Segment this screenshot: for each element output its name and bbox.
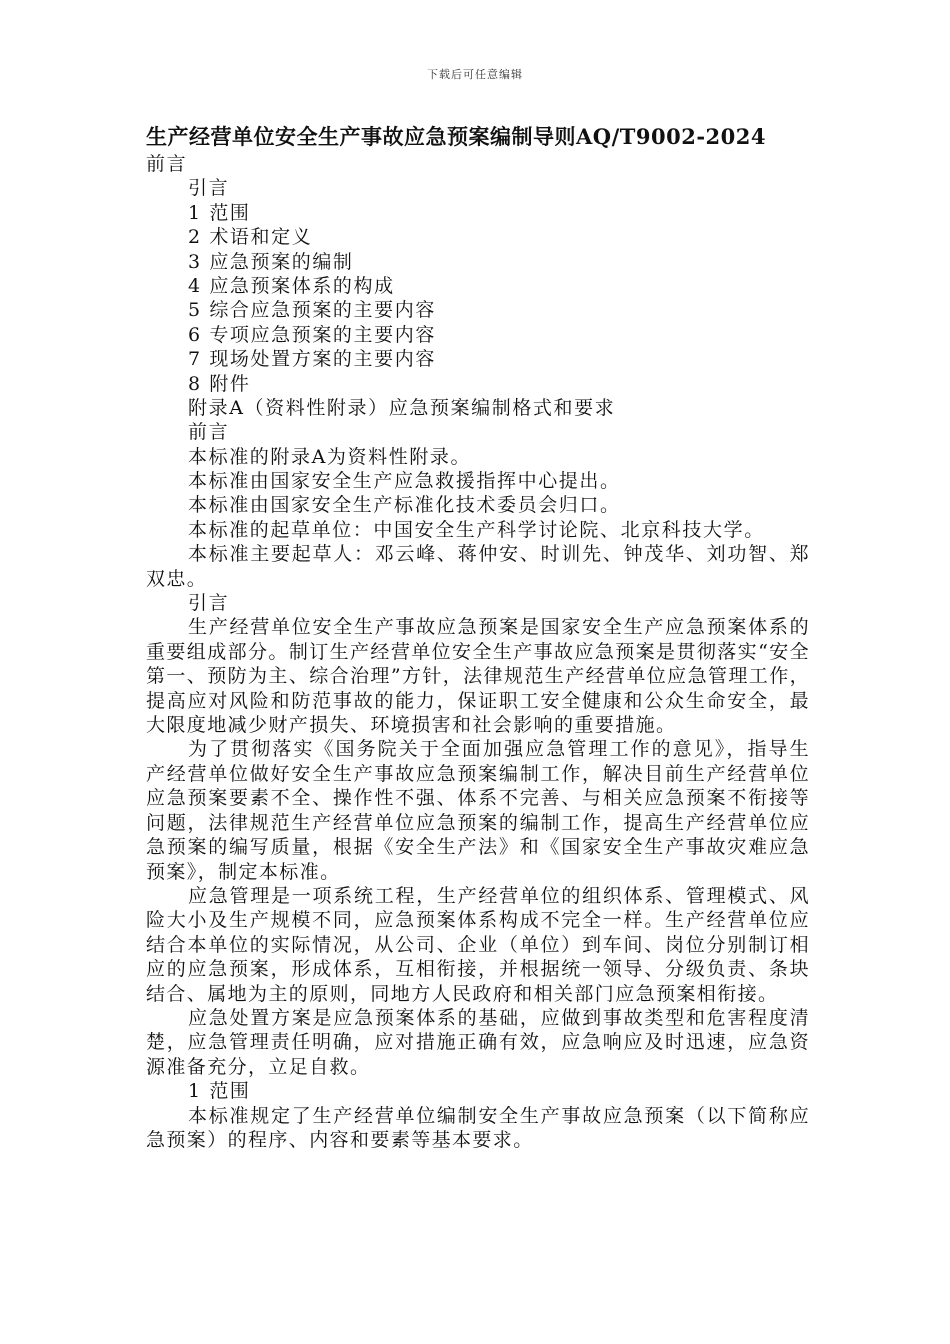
toc-item: 1 范围 [188,201,251,224]
toc-item: 7 现场处置方案的主要内容 [188,348,436,371]
toc-item: 3 应急预案的编制 [188,250,354,273]
toc-item: 2 术语和定义 [188,226,313,249]
toc-heading: 前言 [146,153,188,175]
toc-item: 附录A（资料性附录）应急预案编制格式和要求 [188,396,616,419]
scope-paragraph: 本标准规定了生产经营单位编制安全生产事故应急预案（以下简称应急预案）的程序、内容和要素等基本要求。 [146,1104,810,1151]
toc-item: 4 应急预案体系的构成 [188,274,395,297]
introduction-paragraph: 为了贯彻落实《国务院关于全面加强应急管理工作的意见》，指导生产经营单位做好安全生产事故应急预案编制工作，解决目前生产经营单位应急预案要素不全、操作性不强、体系不完善、与相关应急预案不衔接等问题，法律规范生产经营单位应急预案的编制工作，提高生产经营单位应急预案的编写质量，根据《安全生产法》和《国家安全生产事故灾难应急预案》，制定本标准。 [146,738,810,883]
foreword-line: 本标准由国家安全生产标准化技术委员会归口。 [188,494,621,517]
foreword-line: 本标准由国家安全生产应急救援指挥中心提出。 [188,470,621,493]
introduction-heading: 引言 [188,592,230,615]
scope-heading: 1 范围 [188,1080,251,1103]
toc-item: 引言 [188,177,230,200]
introduction-paragraph: 应急处置方案是应急预案体系的基础，应做到事故类型和危害程度清楚，应急管理责任明确，应对措施正确有效，应急响应及时迅速，应急资源准备充分，立足自救。 [146,1006,810,1078]
foreword-section [146,420,810,591]
toc-item: 8 附件 [188,372,251,395]
document-title: 生产经营单位安全生产事故应急预案编制导则AQ/T9002-2024 [146,124,766,149]
scope-section [146,1079,810,1152]
document-body [146,152,810,1152]
foreword-heading: 前言 [188,421,230,444]
foreword-drafters: 本标准主要起草人：邓云峰、蒋仲安、时训先、钟茂华、刘功智、郑双忠。 [146,543,810,590]
toc-item: 5 综合应急预案的主要内容 [188,299,436,322]
toc-item: 6 专项应急预案的主要内容 [188,323,436,346]
introduction-paragraph: 应急管理是一项系统工程，生产经营单位的组织体系、管理模式、风险大小及生产规模不同，应急预案体系构成不完全一样。生产经营单位应结合本单位的实际情况，从公司、企业（单位）到车间、岗位分别制订相应的应急预案，形成体系，互相衔接，并根据统一领导、分级负责、条块结合、属地为主的原则，同地方人民政府和相关部门应急预案相衔接。 [146,884,810,1005]
foreword-line: 本标准的附录A为资料性附录。 [188,445,472,468]
table-of-contents [146,176,810,420]
introduction-paragraph: 生产经营单位安全生产事故应急预案是国家安全生产应急预案体系的重要组成部分。制订生产经营单位安全生产事故应急预案是贯彻落实“安全第一、预防为主、综合治理”方针，法律规范生产经营单位应急管理工作，提高应对风险和防范事故的能力，保证职工安全健康和公众生命安全，最大限度地减少财产损失、环境损害和社会影响的重要措施。 [146,616,810,737]
introduction-section [146,591,810,1079]
foreword-line: 本标准的起草单位：中国安全生产科学讨论院、北京科技大学。 [188,518,765,541]
page-header-note: 下载后可任意编辑 [427,68,523,81]
